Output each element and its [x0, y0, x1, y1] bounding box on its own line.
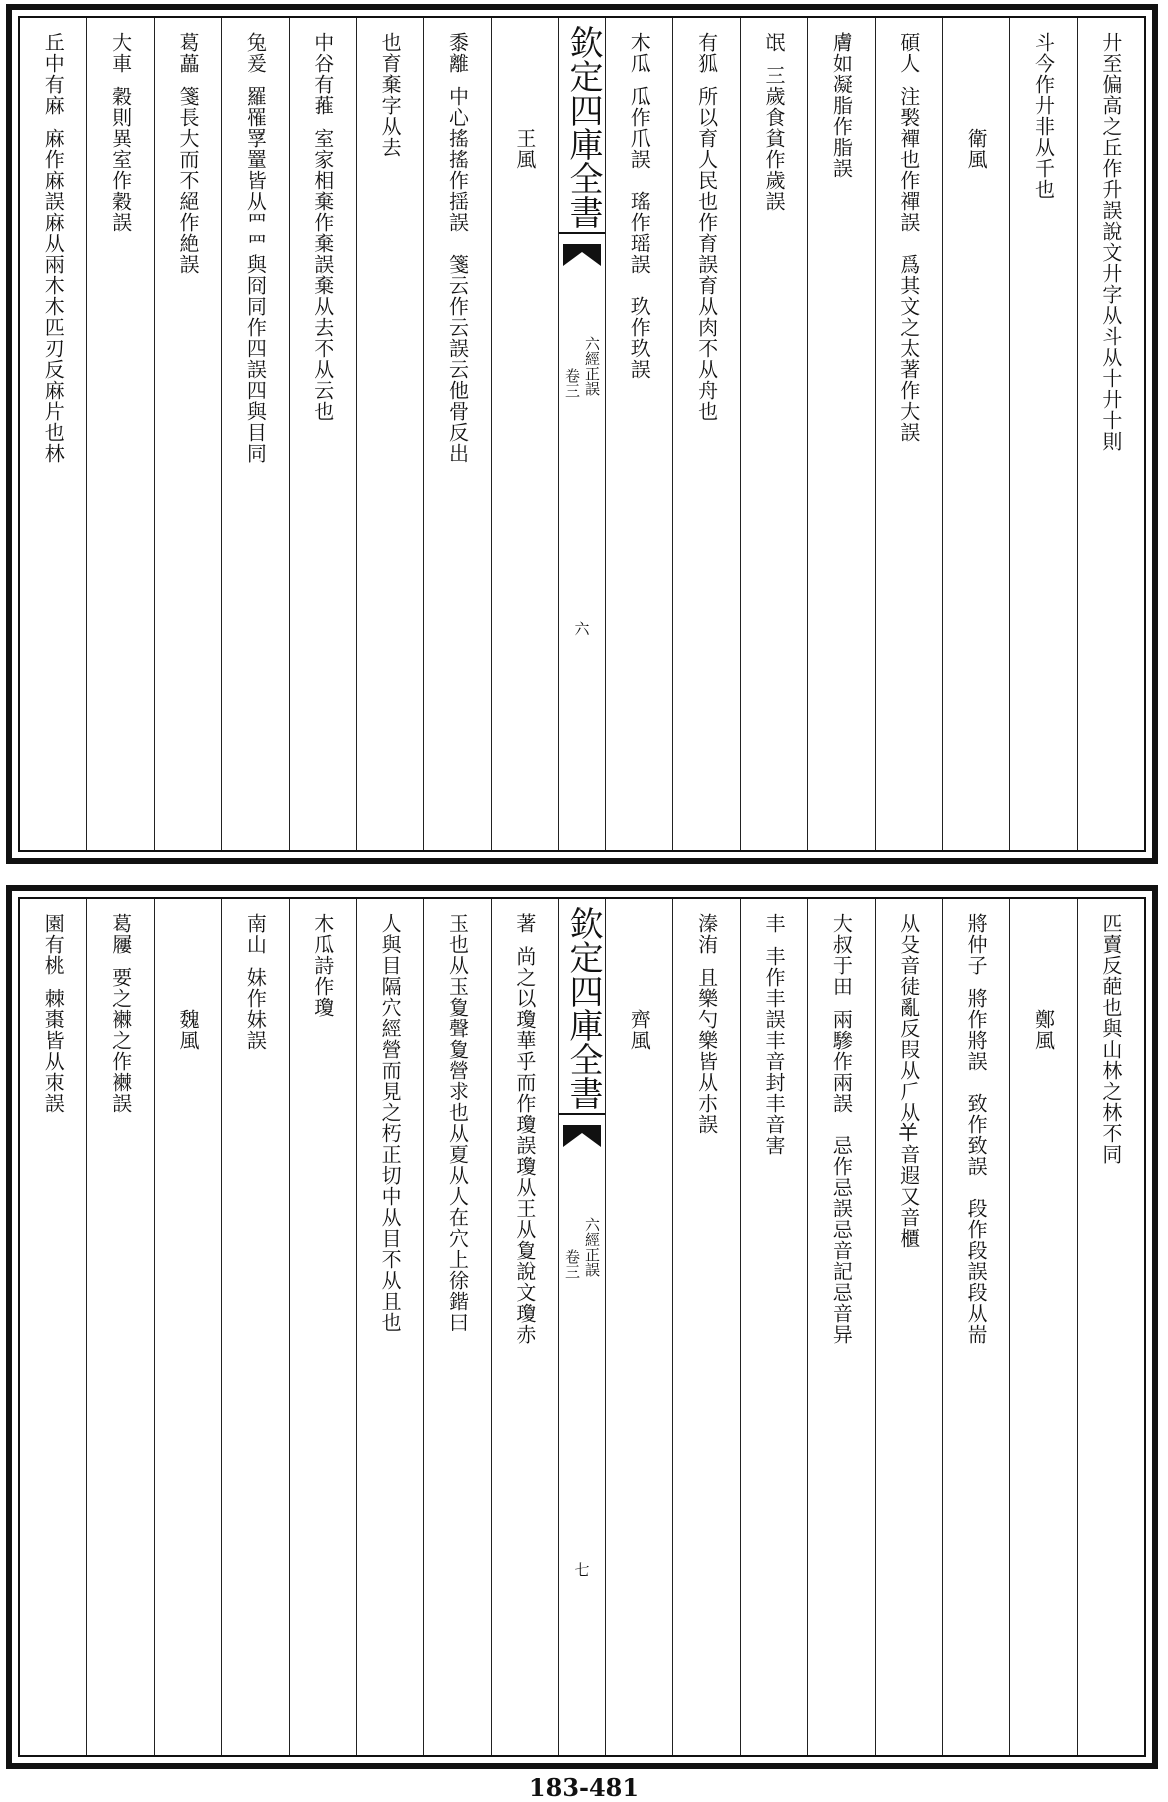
book-title: 欽定四庫全書	[559, 903, 605, 1115]
column-text	[694, 899, 719, 1755]
column-text	[512, 899, 537, 1755]
column-text	[761, 18, 786, 850]
column-text	[627, 899, 652, 1755]
text-column	[221, 899, 288, 1755]
entry-body: 中心搖搖作揺誤 箋云作云誤云他骨反出	[445, 86, 470, 464]
entry-body: 斗今作廾非从千也	[1031, 32, 1056, 200]
text-column	[740, 899, 807, 1755]
entry-heading: 黍離	[445, 32, 470, 74]
column-text	[445, 899, 470, 1755]
column-text	[445, 18, 470, 850]
column-text	[627, 18, 652, 850]
spine-page-number: 七	[574, 1561, 590, 1579]
column-text	[41, 899, 66, 1755]
entry-body: 人與目隔穴經營而見之朽正切中从目不从且也	[378, 913, 403, 1333]
column-text	[1098, 899, 1123, 1755]
entry-heading: 大車	[108, 32, 133, 74]
text-column	[672, 18, 739, 850]
text-column	[154, 18, 221, 850]
entry-body: 注褧襌也作禪誤 爲其文之太著作大誤	[896, 86, 921, 443]
bottom-page-frame	[18, 897, 1146, 1757]
text-column	[942, 18, 1009, 850]
spine-page-number: 六	[574, 620, 590, 638]
entry-heading: 葛屨	[108, 913, 133, 955]
fish-tail-mark	[563, 1125, 601, 1147]
entry-body: 也育棄字从去	[378, 32, 403, 158]
column-text	[41, 18, 66, 850]
fish-tail-mark	[563, 244, 601, 266]
bottom-page-panel	[6, 885, 1158, 1769]
entry-heading: 南山	[243, 913, 268, 955]
book-title: 欽定四庫全書	[559, 22, 605, 234]
spine-volume: 卷三	[563, 368, 581, 398]
text-column	[1009, 18, 1076, 850]
entry-heading: 丰	[761, 913, 786, 934]
entry-body: 三歲食貧作歲誤	[761, 65, 786, 212]
entry-body: 箋長大而不絕作絶誤	[175, 86, 200, 275]
text-column	[1077, 899, 1144, 1755]
text-column	[605, 899, 672, 1755]
column-text	[175, 18, 200, 850]
entry-body: 衛風	[964, 128, 989, 170]
entry-body: 要之襋之作襋誤	[108, 967, 133, 1114]
text-column	[289, 899, 356, 1755]
column-text	[964, 18, 989, 850]
column-text	[829, 899, 854, 1755]
text-column	[86, 18, 153, 850]
top-page-frame	[18, 16, 1146, 852]
entry-heading: 將仲子	[964, 913, 989, 976]
entry-body: 麻作麻誤麻从兩木木匹刃反麻片也林	[41, 128, 66, 464]
entry-body: 从殳音徒亂反叚从𠂆从𢆉音遐又音櫃	[896, 913, 921, 1249]
entry-body: 尚之以瓊華乎而作瓊誤瓊从王从夐說文瓊赤	[512, 946, 537, 1345]
entry-body: 妹作妹誤	[243, 967, 268, 1051]
bottom-page-columns	[20, 899, 1144, 1755]
column-text	[1031, 899, 1056, 1755]
entry-body: 穀則異室作穀誤	[108, 86, 133, 233]
entry-heading: 兔爰	[243, 32, 268, 74]
entry-body: 所以育人民也作育誤育从肉不从舟也	[694, 86, 719, 422]
entry-heading: 園有桃	[41, 913, 66, 976]
entry-body: 室家相棄作棄誤棄从去不从云也	[310, 128, 335, 422]
column-text	[378, 18, 403, 850]
entry-body: 廾至偏高之丘作升誤說文廾字从斗从十廾十則	[1098, 32, 1123, 452]
entry-body: 兩驂作兩誤 忌作忌誤忌音記忌音异	[829, 1009, 854, 1345]
text-column	[672, 899, 739, 1755]
column-text	[108, 18, 133, 850]
column-text	[243, 18, 268, 850]
entry-body: 王風	[512, 128, 537, 170]
text-column	[20, 899, 86, 1755]
entry-body: 魏風	[175, 1009, 200, 1051]
text-column	[1009, 899, 1076, 1755]
entry-heading: 氓	[761, 32, 786, 53]
catalog-number: 183-481	[528, 1773, 640, 1802]
page-spine	[558, 899, 605, 1755]
entry-body: 匹賣反葩也與山林之林不同	[1098, 913, 1123, 1165]
text-column	[289, 18, 356, 850]
text-column	[491, 899, 558, 1755]
text-column	[875, 18, 942, 850]
column-text	[108, 899, 133, 1755]
top-page-columns	[20, 18, 1144, 850]
top-page-panel	[6, 4, 1158, 864]
column-text	[896, 899, 921, 1755]
column-text	[310, 899, 335, 1755]
entry-body: 膚如凝脂作脂誤	[829, 32, 854, 179]
column-text	[1098, 18, 1123, 850]
text-column	[807, 899, 874, 1755]
entry-heading: 溱洧	[694, 913, 719, 955]
text-column	[1077, 18, 1144, 850]
column-text	[694, 18, 719, 850]
entry-body: 羅罹罦罿皆从罒罒與冏同作四誤四與目同	[243, 86, 268, 464]
entry-heading: 大叔于田	[829, 913, 854, 997]
text-column	[221, 18, 288, 850]
text-column	[356, 899, 423, 1755]
spine-category: 六經正誤	[583, 336, 601, 396]
column-text	[310, 18, 335, 850]
text-column	[20, 18, 86, 850]
entry-body: 玉也从玉夐聲夐營求也从夏从人在穴上徐鍇曰	[445, 913, 470, 1333]
entry-heading: 碩人	[896, 32, 921, 74]
page-spine	[558, 18, 605, 850]
column-text	[761, 899, 786, 1755]
entry-body: 將作將誤 致作致誤 段作段誤段从耑	[964, 988, 989, 1345]
column-text	[1031, 18, 1056, 850]
entry-body: 鄭風	[1031, 1009, 1056, 1051]
entry-body: 瓜作爪誤 瑤作瑶誤 玖作玖誤	[627, 86, 652, 380]
text-column	[605, 18, 672, 850]
text-column	[491, 18, 558, 850]
entry-body: 木瓜詩作瓊	[310, 913, 335, 1018]
column-text	[964, 899, 989, 1755]
column-text	[512, 18, 537, 850]
entry-heading: 有狐	[694, 32, 719, 74]
column-text	[896, 18, 921, 850]
text-column	[356, 18, 423, 850]
text-column	[423, 899, 490, 1755]
spine-volume: 卷三	[563, 1249, 581, 1279]
text-column	[154, 899, 221, 1755]
text-column	[86, 899, 153, 1755]
entry-body: 齊風	[627, 1009, 652, 1051]
entry-body: 且樂勺樂皆从朩誤	[694, 967, 719, 1135]
entry-heading: 葛藟	[175, 32, 200, 74]
text-column	[875, 899, 942, 1755]
entry-heading: 中谷有蓷	[310, 32, 335, 116]
text-column	[942, 899, 1009, 1755]
entry-heading: 丘中有麻	[41, 32, 66, 116]
column-text	[829, 18, 854, 850]
entry-body: 丰作丰誤丰音封丰音害	[761, 946, 786, 1156]
entry-heading: 著	[512, 913, 537, 934]
entry-heading: 木瓜	[627, 32, 652, 74]
entry-body: 棘棗皆从朿誤	[41, 988, 66, 1114]
text-column	[807, 18, 874, 850]
text-column	[740, 18, 807, 850]
column-text	[243, 899, 268, 1755]
column-text	[175, 899, 200, 1755]
column-text	[378, 899, 403, 1755]
spine-category: 六經正誤	[583, 1217, 601, 1277]
text-column	[423, 18, 490, 850]
